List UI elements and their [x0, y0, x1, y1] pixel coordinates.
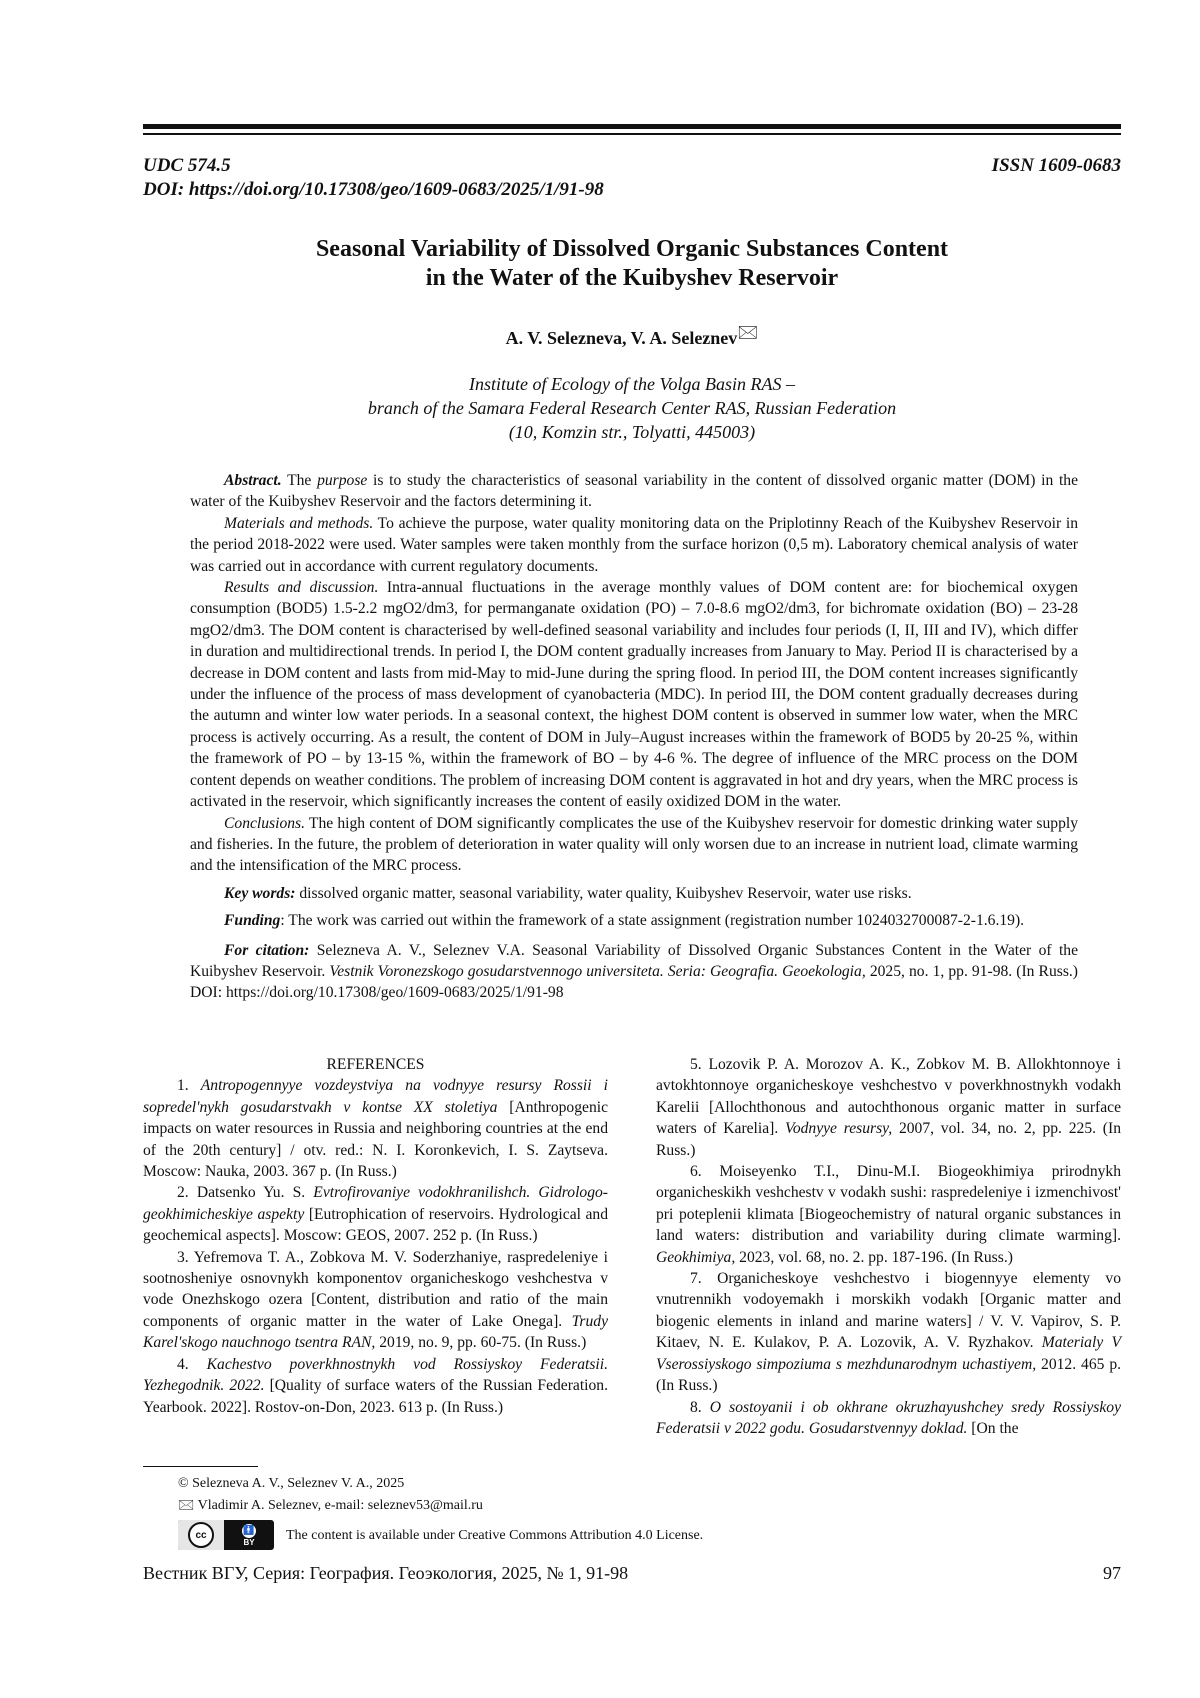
person-icon: 🚹	[242, 1524, 256, 1538]
journal-footer: Вестник ВГУ, Серия: География. Геоэкология, 2025, № 1, 91-98	[143, 1563, 629, 1583]
references-column-left	[143, 1054, 608, 1418]
reference-item: 4. Kachestvo poverkhnostnykh vod Rossiyskoy Federatsii. Yezhegodnik. 2022. [Quality of surface waters of the Russian Federation. Yearbook. 2022]. Rostov-on-Don, 2023. 613 p. (In Russ.)	[143, 1355, 608, 1416]
page-number: 97	[1103, 1563, 1121, 1583]
top-rule-thin	[143, 133, 1121, 135]
references-heading: REFERENCES	[326, 1056, 425, 1073]
title-line-1: Seasonal Variability of Dissolved Organic Substances Content	[315, 236, 949, 262]
authors-text: A. V. Selezneva, V. A. Seleznev	[505, 328, 738, 348]
contact-note	[178, 1496, 483, 1516]
abstract-purpose: Abstract. The purpose is to study the characteristics of seasonal variability in the content of dissolved organic matter (DOM) in the water of the Kuibyshev Reservoir and the factors determining it.	[190, 472, 1079, 511]
abstract-materials: Materials and methods. To achieve the purpose, water quality monitoring data on the Priplotinny Reach of the Kuibyshev Reservoir in the period 2018-2022 were used. Water samples were taken monthly from the surface horizon (0,5 m). Laboratory chemical analysis of water was carried out in accordance with current regulatory documents.	[190, 514, 1079, 575]
top-rule-thick	[143, 124, 1121, 129]
reference-item: 3. Yefremova T. A., Zobkova M. V. Soderzhaniye, raspredeleniye i sootnosheniye osnovnykh komponentov organicheskogo veshchestva v vode Onezhskogo ozera [Content, distribution and ratio of the main components of organic matter in the water of Lake Onega]. Trudy Karel'skogo nauchnogo tsentra RAN, 2019, no. 9, pp. 60-75. (In Russ.)	[143, 1248, 608, 1352]
copyright-note: © Selezneva A. V., Seleznev V. A., 2025	[178, 1476, 405, 1491]
reference-item: 5. Lozovik P. A. Morozov A. K., Zobkov M. B. Allokhtonnoye i avtokhtonnoye organicheskoye veshchestvo v poverkhnostnykh vodakh Karelii [Allochthonous and autochthonous organic matter in surface waters of Karelia]. Vodnyye resursy, 2007, vol. 34, no. 2, pp. 225. (In Russ.)	[656, 1056, 1121, 1159]
cc-license-badge[interactable]	[178, 1520, 274, 1550]
abstract-label: Abstract.	[224, 472, 282, 489]
contact-text[interactable]: Vladimir A. Seleznev, e-mail: seleznev53@mail.ru	[197, 1498, 483, 1513]
reference-item: 7. Organicheskoye veshchestvo i biogennyye elementy vo vnutrennikh vodoyemakh i morskikh vodakh [Organic matter and biogenic elements in inland and marine waters] / V. V. Vapirov, S. P. Kitaev, N. E. Kulakov, P. A. Lozovik, A. V. Ryzhakov. Materialy V Vserossiyskogo simpoziuma s mezhdunarodnym uchastiyem, 2012. 465 p. (In Russ.)	[656, 1270, 1122, 1395]
reference-item: 1. Antropogennyye vozdeystviya na vodnyye resursy Rossii i sopredel'nykh gosudarstvakh v kontse XX stoletiya [Anthropogenic impacts on water resources in Russia and neighboring countries at the end of the 20th century] / otv. red.: N. I. Koronkevich, I. S. Zaytseva. Moscow: Nauka, 2003. 367 p. (In Russ.)	[143, 1077, 608, 1181]
issn-code: ISSN 1609-0683	[991, 155, 1121, 176]
paper-title	[143, 235, 1121, 293]
abstract-results: Results and discussion. Intra-annual fluctuations in the average monthly values of DOM content are: for biochemical oxygen consumption (BOD5) 1.5-2.2 mgO2/dm3, for permanganate oxidation (PO) – 7.0-8.6 mgO2/dm3, for bichromate oxidation (BO) – 23-28 mgO2/dm3. The DOM content is characterised by well-defined seasonal variability and includes four periods (I, II, III and IV), which differ in duration and multidirectional trends. In period I, the DOM content gradually increases from January to May. Period II is characterised by a decrease in DOM content and lasts from mid-May to mid-June during the spring flood. In period III, the DOM content increases significantly under the influence of the process of mass development of cyanobacteria (MDC). In period III, the DOM content gradually decreases during the autumn and winter low water periods. In a seasonal context, the highest DOM content is observed in summer low water, when the MRC process is actively occurring. As a result, the content of DOM in July–August increases within the framework of BOD5 by 20-25 %, within the framework of PO – by 13-15 %, within the framework of BO – by 4-6 %. The degree of influence of the MRC process on the DOM content depends on weather conditions. The problem of increasing DOM content is aggravated in hot and dry years, when the MRC process is activated in the reservoir, which significantly increases the content of easily oxidized DOM in the water.	[190, 579, 1078, 811]
title-line-2: in the Water of the Kuibyshev Reservoir	[425, 265, 839, 291]
abstract-block	[190, 470, 1078, 1004]
reference-item: 8. O sostoyanii i ob okhrane okruzhayushchey sredy Rossiyskoy Federatsii v 2022 godu. Gosudarstvennyy doklad. [On the	[656, 1398, 1121, 1437]
reference-item: 2. Datsenko Yu. S. Evtrofirovaniye vodokhranilishch. Gidrologo-geokhimicheskiye aspekty [Eutrophication of reservoirs. Hydrological and geochemical aspects]. Moscow: GEOS, 2007. 252 p. (In Russ.)	[143, 1184, 608, 1245]
abstract-conclusions: Conclusions. The high content of DOM significantly complicates the use of the Kuibyshev reservoir for domestic drinking water supply and fisheries. In the future, the problem of deterioration in water quality will only worsen due to an increase in nutrient load, climate warming and the intensification of the MRC process.	[190, 814, 1078, 875]
license-text: The content is available under Creative Commons Attribution 4.0 License.	[286, 1528, 704, 1543]
affiliation-line-3: (10, Komzin str., Tolyatti, 445003)	[508, 422, 756, 442]
keywords: Key words: dissolved organic matter, seasonal variability, water quality, Kuibyshev Reservoir, water use risks.	[224, 884, 912, 902]
doi-link[interactable]: DOI: https://doi.org/10.17308/geo/1609-0683/2025/1/91-98	[143, 179, 604, 200]
udc-code: UDC 574.5	[143, 155, 231, 176]
affiliation	[143, 372, 1121, 444]
affiliation-line-2: branch of the Samara Federal Research Center RAS, Russian Federation	[367, 398, 897, 418]
references-column-right	[656, 1054, 1121, 1439]
by-label: BY	[243, 1537, 255, 1547]
citation: For citation: Selezneva A. V., Seleznev V.A. Seasonal Variability of Dissolved Organic Substances Content in the Water of the Kuibyshev Reservoir. Vestnik Voronezskogo gosudarstvennogo universiteta. Seria: Geografia. Geoekologia, 2025, no. 1, pp. 91-98. (In Russ.) DOI: https://doi.org/10.17308/geo/1609-0683/2025/1/91-98	[190, 941, 1078, 1002]
cc-icon: cc	[188, 1522, 214, 1548]
funding: Funding: The work was carried out within the framework of a state assignment (registration number 1024032700087-2-1.6.19).	[224, 912, 1025, 930]
reference-item: 6. Moiseyenko T.I., Dinu-M.I. Biogeokhimiya prirodnykh organicheskikh veshchestv v vodakh sushi: raspredeleniye i izmenchivost' pri poteplenii klimata [Biogeochemistry of natural organic substances in land waters: distribution and variability during climate warming]. Geokhimiya, 2023, vol. 68, no. 2. pp. 187-196. (In Russ.)	[656, 1163, 1122, 1266]
envelope-icon: 🖂	[737, 322, 759, 342]
affiliation-line-1: Institute of Ecology of the Volga Basin RAS –	[469, 374, 795, 394]
footnote-rule	[143, 1466, 258, 1467]
envelope-icon: 🖂	[178, 1498, 195, 1513]
author-list	[143, 322, 1121, 356]
